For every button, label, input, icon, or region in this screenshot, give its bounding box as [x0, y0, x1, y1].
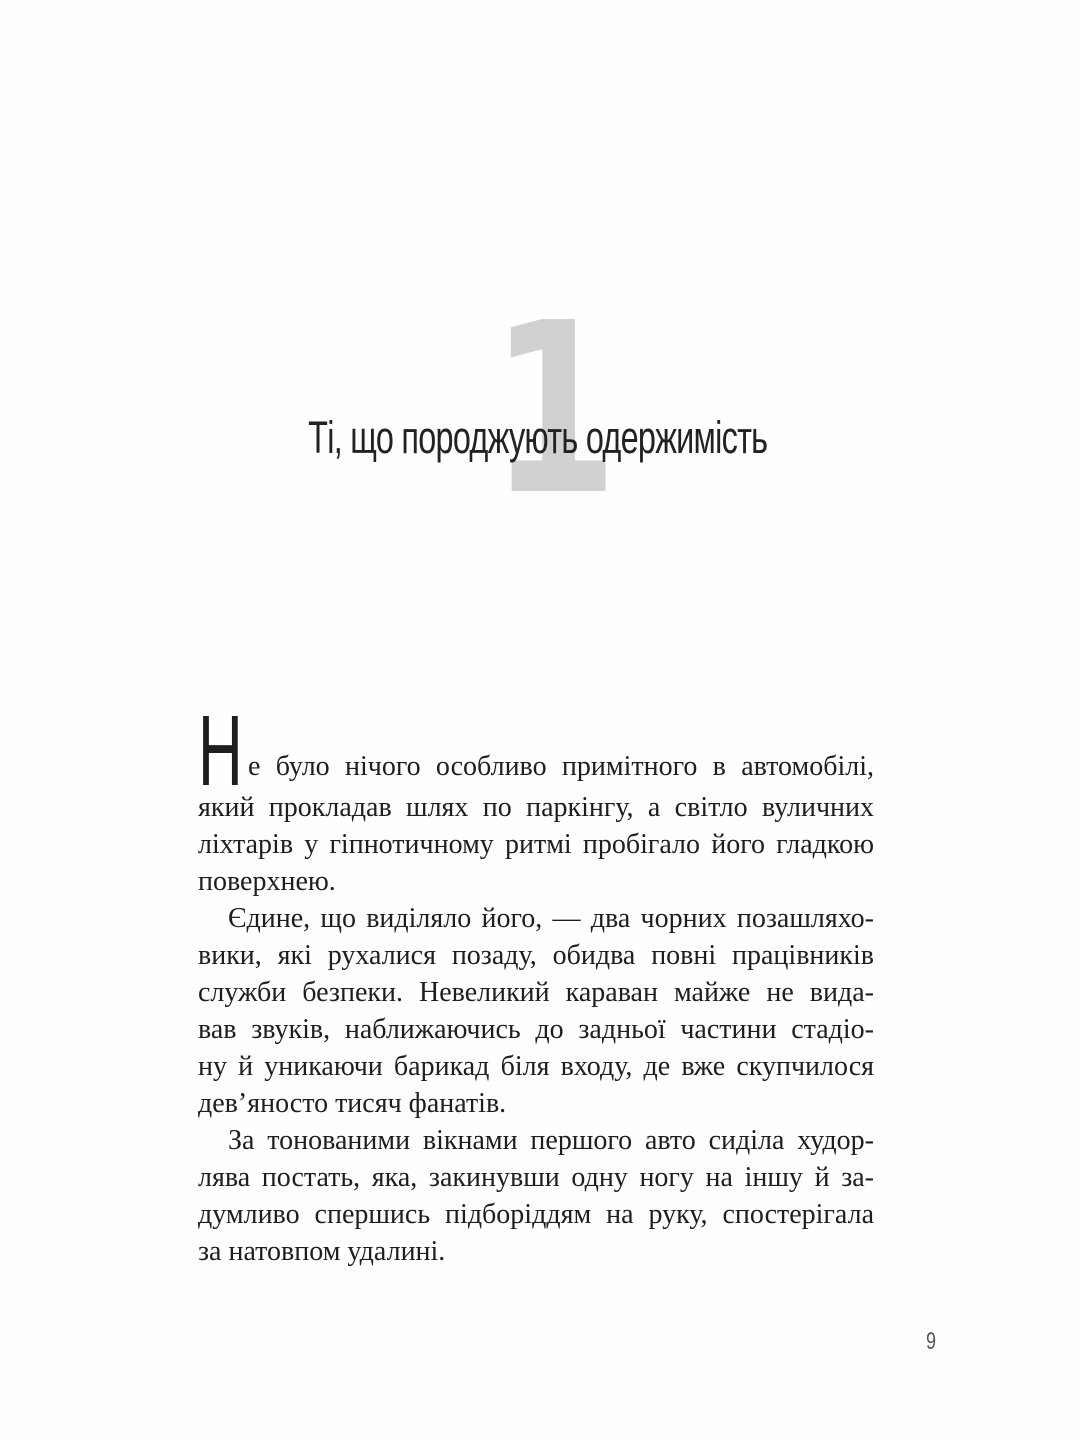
- text-line: дев’яносто тисяч фанатів.: [198, 1088, 507, 1119]
- drop-cap-spacer: [198, 709, 874, 748]
- paragraph-3: [198, 1122, 874, 1270]
- text-line: е було нічого особливо примітного в автомобілі,: [248, 751, 874, 782]
- text-line: ну й уникаючи барикад біля входу, де вже скупчилося: [198, 1051, 874, 1082]
- text-line: вав звуків, наближаючись до задньої частини стадіо-: [198, 1014, 874, 1045]
- paragraph-1: [198, 695, 874, 900]
- text-line: поверхнею.: [198, 866, 336, 897]
- chapter-number: 1: [490, 272, 619, 547]
- text-line: служби безпеки. Невеликий караван майже не вида-: [198, 977, 874, 1008]
- text-line: лява постать, яка, закинувши одну ногу на іншу й за-: [198, 1162, 874, 1193]
- drop-cap: Н: [198, 695, 243, 807]
- text-line: вики, які рухалися позаду, обидва повні працівників: [198, 940, 874, 971]
- text-line: думливо спершись підборіддям на руку, спостерігала: [198, 1199, 874, 1230]
- text-line: Єдине, що виділяло його, — два чорних позашляхо-: [228, 903, 874, 934]
- paragraph-2: [198, 900, 874, 1122]
- chapter-title: Ті, що породжують одержимість: [308, 412, 768, 463]
- text-line: за натовпом удалині.: [198, 1236, 446, 1267]
- page-number: 9: [926, 1328, 937, 1355]
- chapter-body: [198, 695, 874, 1270]
- text-line: ліхтарів у гіпнотичному ритмі пробігало його гладкою: [198, 829, 874, 860]
- text-line: За тонованими вікнами першого авто сиділа худор-: [228, 1125, 874, 1156]
- text-line: який прокладав шлях по паркінгу, а світло вуличних: [198, 792, 874, 823]
